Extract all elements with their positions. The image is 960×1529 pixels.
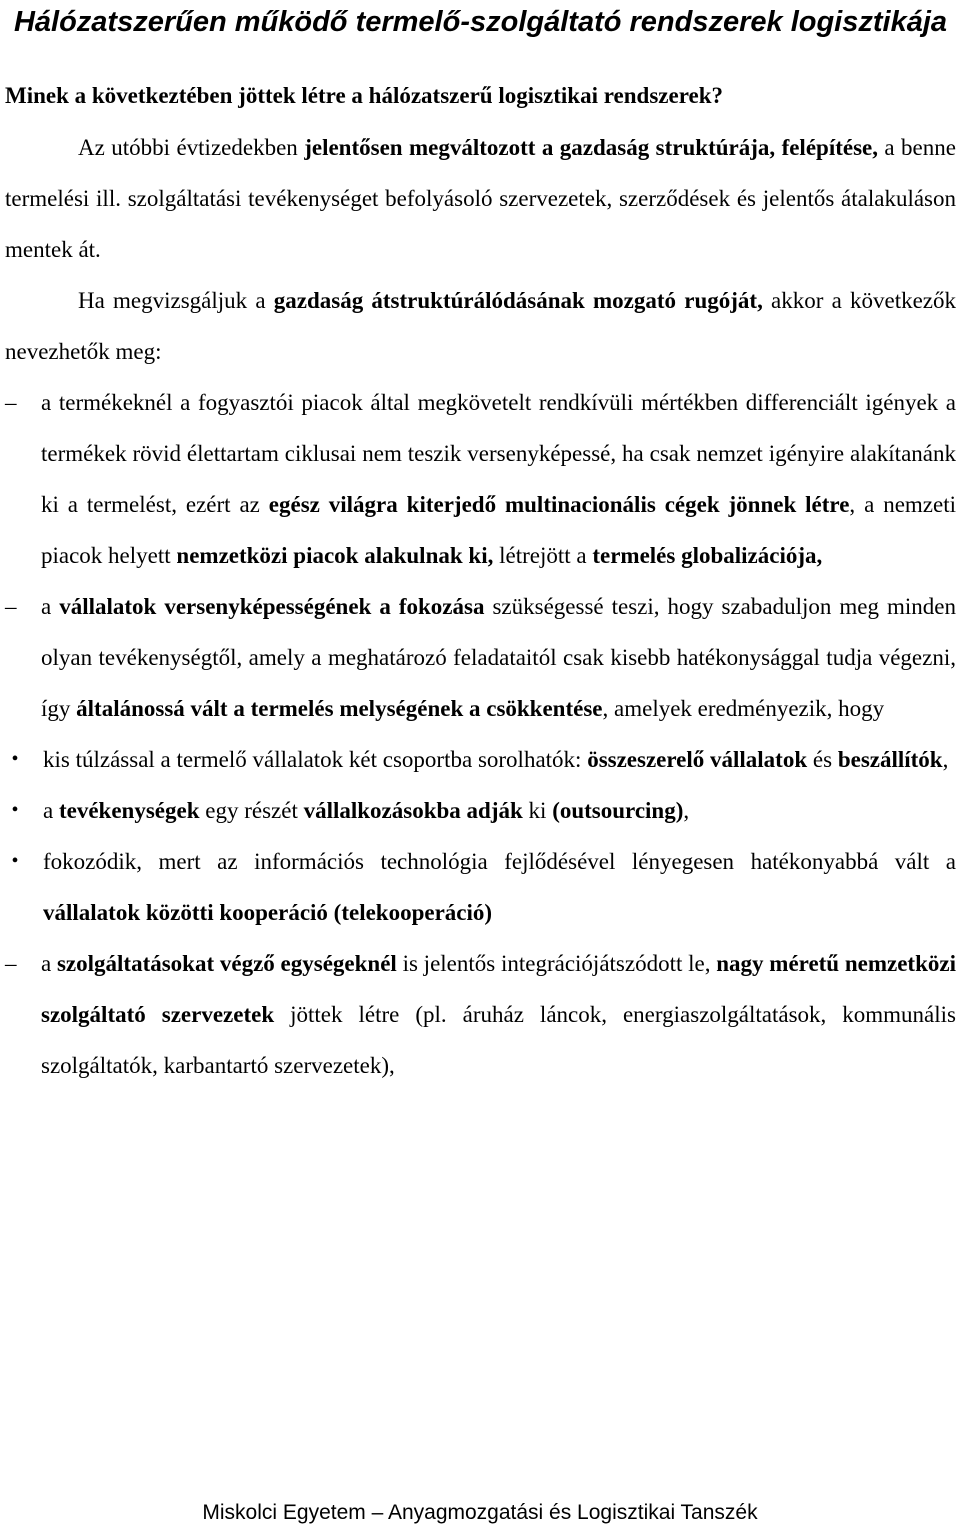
text-run: is jelentős integrációjátszódott le, [396, 951, 717, 976]
text-run: a [41, 594, 60, 619]
bold-text: gazdaság átstruktúrálódásának mozgató rugóját, [273, 288, 763, 313]
bullet-list [5, 734, 956, 938]
text-run: , [942, 747, 949, 772]
text-run: a [43, 798, 59, 823]
text-run: ki [522, 798, 553, 823]
drivers-paragraph [5, 275, 956, 377]
text-run: akkor a következők nevezhetők meg: [5, 288, 957, 364]
text-run: egy részét [199, 798, 304, 823]
bullet-icon: • [11, 850, 19, 872]
list-item-globalization [5, 377, 956, 581]
document-page [5, 0, 956, 1091]
bullet-icon: • [11, 799, 19, 821]
intro-paragraph [5, 122, 956, 275]
text-run: , amelyek eredményezik, hogy [602, 696, 885, 721]
text-run: és [807, 747, 838, 772]
page-footer: Miskolci Egyetem – Anyagmozgatási és Logisztikai Tanszék [202, 1501, 758, 1524]
bold-text: összeszerelő vállalatok [587, 747, 808, 772]
bold-text: termelés globalizációja, [592, 543, 823, 568]
text-run: szükségessé teszi, hogy szabaduljon meg minden olyan tevékenységtől, amely a meghatározó feladataitól csak kisebb hatékonysággal tudja végezni, így [41, 594, 956, 721]
dash-list-services [5, 938, 956, 1091]
bold-text: egész világra kiterjedő multinacionális cégek jönnek létre [268, 492, 850, 517]
bold-text: általánossá vált a termelés melységének a csökkentése [76, 696, 603, 721]
question-heading: Minek a következtében jöttek létre a hálózatszerű logisztikai rendszerek? [5, 83, 723, 108]
text-run: , [683, 798, 690, 823]
bullet-item-assemblers [5, 734, 956, 785]
text-run: , a nemzeti piacok helyett [41, 492, 956, 568]
dash-icon: – [5, 390, 17, 415]
bullet-item-outsourcing [5, 785, 956, 836]
text-run: a termékeknél a fogyasztói piacok által megkövetelt rendkívüli mértékben differenciált igények a termékek rövid élettartam ciklusai nem teszik versenyképessé, ha csak nemzet igényire alakítanánk ki a termelést, ezért az [41, 390, 956, 517]
text-run: fokozódik, mert az információs technológia fejlődésével lényegesen hatékonyabbá vált a [43, 849, 956, 874]
bullet-icon: • [11, 748, 19, 770]
bullet-item-cooperation [5, 836, 956, 938]
dash-icon: – [5, 951, 17, 976]
text-run: kis túlzással a termelő vállalatok két csoportba sorolhatók: [43, 747, 588, 772]
bold-text: (outsourcing) [552, 798, 684, 823]
bold-text: vállalatok közötti kooperáció (telekooperáció) [43, 900, 493, 925]
text-run: a [41, 951, 57, 976]
dash-list [5, 377, 956, 734]
page-title: Hálózatszerűen működő termelő-szolgáltató rendszerek logisztikája [13, 6, 948, 38]
bold-text: nemzetközi piacok alakulnak ki, [176, 543, 494, 568]
list-item-services [5, 938, 956, 1091]
text-run: Ha megvizsgáljuk a [78, 288, 274, 313]
text-run: a benne termelési ill. szolgáltatási tevékenységet befolyásoló szervezetek, szerződések és jelentős átalakuláson mentek át. [5, 135, 956, 262]
bold-text: nagy méretű nemzetközi szolgáltató szervezetek [41, 951, 956, 1027]
bold-text: beszállítók [837, 747, 943, 772]
bold-text: tevékenységek [58, 798, 200, 823]
bold-text: vállalkozásokba adják [303, 798, 523, 823]
text-run: jöttek létre (pl. áruház láncok, energiaszolgáltatások, kommunális szolgáltatók, karbantartó szervezetek), [41, 1002, 956, 1078]
list-item-competitiveness [5, 581, 956, 734]
bold-text: jelentősen megváltozott a gazdaság struktúrája, felépítése, [304, 135, 878, 160]
bold-text: szolgáltatásokat végző egységeknél [56, 951, 397, 976]
dash-icon: – [5, 594, 17, 619]
text-run: Az utóbbi évtizedekben [78, 135, 305, 160]
bold-text: vállalatok versenyképességének a fokozása [59, 594, 485, 619]
text-run: létrejött a [493, 543, 593, 568]
